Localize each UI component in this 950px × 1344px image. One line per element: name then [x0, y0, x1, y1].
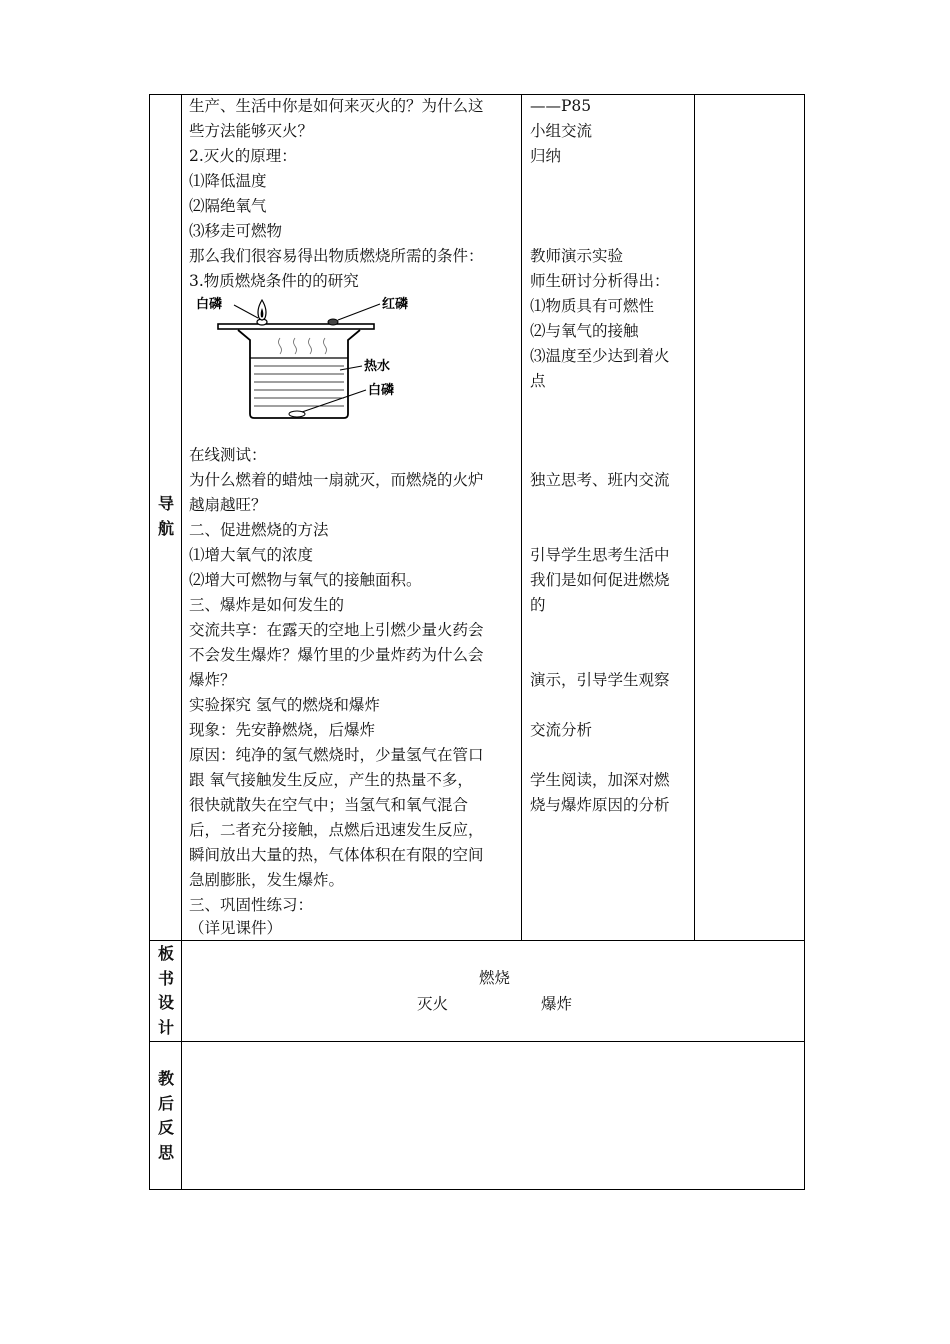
content-line: ⑵增大可燃物与氧气的接触面积。 — [189, 571, 422, 589]
table-border-bottom — [149, 1189, 805, 1190]
activity-line: 的 — [530, 596, 546, 614]
table-border-right — [804, 94, 805, 1190]
content-line: 2.灭火的原理： — [189, 147, 297, 165]
table-row-divider-reflect — [149, 1041, 805, 1042]
board-design-left: 灭火 — [417, 995, 449, 1013]
content-line: ⑶移走可燃物 — [189, 222, 283, 240]
table-row-divider-board — [149, 940, 805, 941]
activity-line: 教师演示实验 — [530, 247, 624, 265]
content-line: 瞬间放出大量的热，气体体积在有限的空间 — [189, 846, 484, 864]
row-label-char: 导 — [157, 494, 174, 513]
figure-label-white-phosphorus-top: 白磷 — [196, 297, 223, 312]
activity-line: 点 — [530, 372, 546, 390]
row-label-char: 教 — [157, 1069, 174, 1088]
activity-line: ⑶温度至少达到着火 — [530, 347, 670, 365]
table-divider-activity — [694, 94, 695, 940]
row-label-char: 后 — [157, 1093, 174, 1113]
activity-line: 师生研讨分析得出： — [530, 272, 670, 290]
table-border-left — [149, 94, 150, 1190]
row-label-char: 板 — [157, 944, 174, 963]
steam-wisps — [279, 338, 327, 354]
row-label-reflection — [151, 1067, 181, 1165]
content-line: ⑴降低温度 — [189, 172, 267, 190]
activity-line: 烧与爆炸原因的分析 — [530, 796, 670, 814]
content-line: 很快就散失在空气中；当氢气和氧气混合 — [189, 796, 469, 814]
content-line: 原因：纯净的氢气燃烧时，少量氢气在管口 — [189, 746, 484, 764]
content-line: 为什么燃着的蜡烛一扇就灭，而燃烧的火炉 — [189, 471, 484, 489]
content-line: 后，二者充分接触，点燃后迅速发生反应， — [189, 821, 484, 839]
content-line: 越扇越旺？ — [189, 496, 267, 514]
activity-line: 学生阅读，加深对燃 — [530, 771, 670, 789]
activity-line: 小组交流 — [530, 122, 593, 140]
content-line: 二、促进燃烧的方法 — [189, 521, 329, 539]
row-label-char: 计 — [157, 1017, 174, 1037]
activity-line: 归纳 — [530, 147, 562, 165]
content-line: 生产、生活中你是如何来灭火的？为什么这 — [189, 97, 484, 115]
row-label-char: 思 — [157, 1142, 174, 1162]
content-line: ⑵隔绝氧气 — [189, 197, 267, 215]
table-divider-content — [521, 94, 522, 940]
activity-line: ⑴物质具有可燃性 — [530, 297, 655, 315]
content-line: ⑴增大氧气的浓度 — [189, 546, 314, 564]
content-line: （详见课件） — [189, 919, 283, 937]
row-label-char: 航 — [157, 518, 174, 538]
content-line: 急剧膨胀，发生爆炸。 — [189, 871, 345, 889]
copper-plate — [218, 324, 374, 329]
activity-line: 引导学生思考生活中 — [530, 546, 670, 564]
combustion-experiment-figure — [190, 296, 430, 426]
content-line: 些方法能够灭火？ — [189, 122, 314, 140]
beaker-diagram — [190, 296, 430, 426]
content-line: 实验探究 氢气的燃烧和爆炸 — [189, 696, 380, 714]
content-line: 现象：先安静燃烧，后爆炸 — [189, 721, 376, 739]
row-label-char: 反 — [157, 1118, 174, 1137]
row-label-guide — [151, 492, 181, 541]
content-line: 不会发生爆炸？爆竹里的少量炸药为什么会 — [189, 646, 484, 664]
figure-label-white-phosphorus-bottom: 白磷 — [368, 383, 395, 398]
content-line: 三、爆炸是如何发生的 — [189, 596, 345, 614]
content-line: 3.物质燃烧条件的的研究 — [189, 272, 359, 290]
content-line: 三、巩固性练习： — [189, 896, 314, 914]
table-border-top — [149, 94, 805, 95]
figure-label-red-phosphorus: 红磷 — [382, 297, 409, 312]
activity-line: ——P85 — [530, 97, 592, 115]
board-design-center: 燃烧 — [479, 969, 511, 987]
activity-line: 演示，引导学生观察 — [530, 671, 670, 689]
water-hatching — [254, 366, 344, 406]
activity-line: ⑵与氧气的接触 — [530, 322, 639, 340]
activity-line: 交流分析 — [530, 721, 593, 739]
row-label-char: 书 — [157, 968, 174, 988]
content-line: 爆炸？ — [189, 671, 236, 689]
content-line: 在线测试： — [189, 446, 267, 464]
table-divider-label — [181, 94, 182, 1190]
activity-line: 我们是如何促进燃烧 — [530, 571, 670, 589]
board-design-right: 爆炸 — [541, 995, 573, 1013]
row-label-char: 设 — [157, 993, 174, 1012]
content-line: 那么我们很容易得出物质燃烧所需的条件： — [189, 247, 484, 265]
content-line: 跟 氧气接触发生反应，产生的热量不多， — [189, 771, 473, 789]
figure-label-hot-water: 热水 — [364, 359, 391, 374]
content-line: 交流共享：在露天的空地上引燃少量火药会 — [189, 621, 484, 639]
row-label-board-design — [151, 942, 181, 1040]
red-phosphorus — [328, 319, 338, 325]
activity-line: 独立思考、班内交流 — [530, 471, 670, 489]
